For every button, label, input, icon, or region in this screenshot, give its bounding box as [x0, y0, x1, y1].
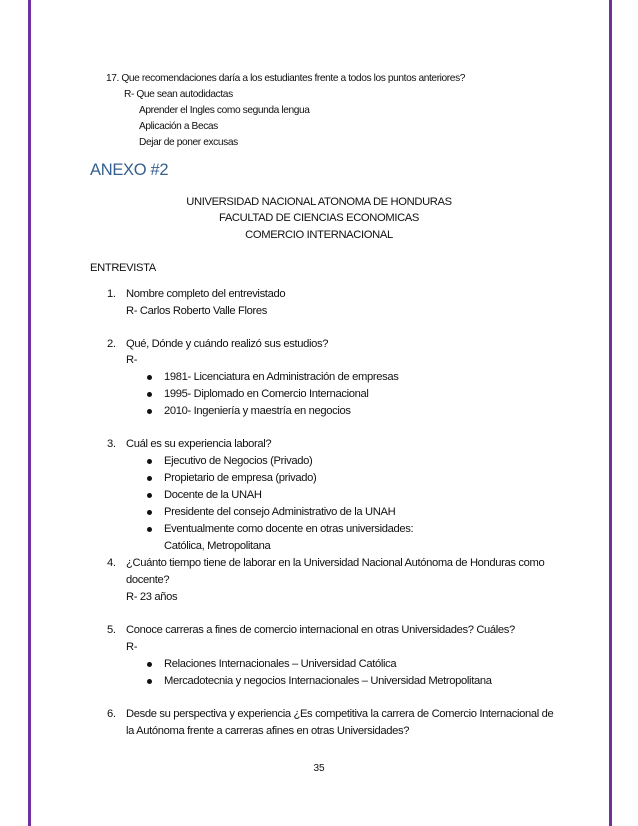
page-border-left	[28, 0, 31, 826]
bullet-icon	[147, 476, 152, 481]
question-number: 5.	[107, 624, 116, 636]
q17-item: Aprender el Ingles como segunda lengua	[139, 105, 310, 116]
header-faculty: FACULTAD DE CIENCIAS ECONOMICAS	[218, 212, 420, 224]
question-number: 6.	[107, 708, 116, 720]
question-answer: R-	[126, 641, 138, 653]
list-item: Presidente del consejo Administrativo de la UNAH	[164, 506, 396, 518]
bullet-icon	[147, 679, 152, 684]
list-item: Ejecutivo de Negocios (Privado)	[164, 455, 313, 467]
list-item: Relaciones Internacionales – Universidad Católica	[164, 658, 397, 670]
question-number: 4.	[107, 557, 116, 569]
q17-question: 17. Que recomendaciones daría a los estudiantes frente a todos los puntos anteriores?	[106, 73, 466, 84]
page-number: 35	[313, 763, 325, 774]
list-item: Eventualmente como docente en otras universidades:	[164, 523, 414, 535]
list-item: 1981- Licenciatura en Administración de empresas	[164, 371, 399, 383]
annex-title: ANEXO #2	[90, 161, 169, 179]
question-text: Conoce carreras a fines de comercio internacional en otras Universidades? Cuáles?	[126, 624, 515, 636]
question-text: ¿Cuánto tiempo tiene de laborar en la Universidad Nacional Autónoma de Honduras como	[126, 557, 545, 569]
list-item: Propietario de empresa (privado)	[164, 472, 317, 484]
list-item: 2010- Ingeniería y maestría en negocios	[164, 405, 351, 417]
q17-item: Dejar de poner excusas	[139, 137, 238, 148]
question-number: 1.	[107, 288, 116, 300]
question-answer: R- Carlos Roberto Valle Flores	[126, 305, 267, 317]
list-item: Mercadotecnia y negocios Internacionales – Universidad Metropolitana	[164, 675, 492, 687]
question-text: Desde su perspectiva y experiencia ¿Es competitiva la carrera de Comercio Internacional de	[126, 708, 554, 720]
question-text: Cuál es su experiencia laboral?	[126, 438, 272, 450]
list-item: 1995- Diplomado en Comercio Internacional	[164, 388, 369, 400]
list-item-continuation: Católica, Metropolitana	[164, 540, 271, 552]
bullet-icon	[147, 375, 152, 380]
question-number: 3.	[107, 438, 116, 450]
bullet-icon	[147, 409, 152, 414]
bullet-icon	[147, 662, 152, 667]
q17-answer: R- Que sean autodidactas	[124, 89, 233, 100]
page-border-right	[609, 0, 612, 826]
question-answer: R-	[126, 354, 138, 366]
bullet-icon	[147, 392, 152, 397]
question-number: 2.	[107, 338, 116, 350]
question-text: Qué, Dónde y cuándo realizó sus estudios?	[126, 338, 329, 350]
question-answer: R- 23 años	[126, 591, 178, 603]
bullet-icon	[147, 493, 152, 498]
list-item: Docente de la UNAH	[164, 489, 262, 501]
header-program: COMERCIO INTERNACIONAL	[245, 229, 393, 241]
q17-item: Aplicación a Becas	[139, 121, 218, 132]
section-title: ENTREVISTA	[90, 262, 156, 274]
question-text-continuation: la Autónoma frente a carreras afines en otras Universidades?	[126, 725, 410, 737]
bullet-icon	[147, 459, 152, 464]
question-text: Nombre completo del entrevistado	[126, 288, 286, 300]
bullet-icon	[147, 510, 152, 515]
header-university: UNIVERSIDAD NACIONAL ATONOMA DE HONDURAS	[186, 196, 452, 208]
question-text-continuation: docente?	[126, 574, 170, 586]
bullet-icon	[147, 527, 152, 532]
